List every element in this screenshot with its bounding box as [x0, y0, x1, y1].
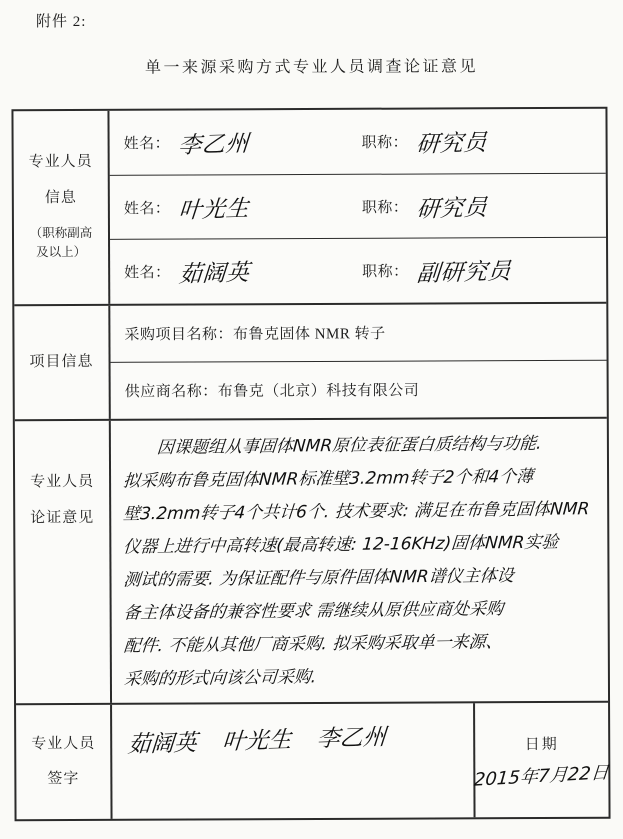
opinion-line: 壁3.2mm转子4个共计6个. 技术要求: 满足在布鲁克固体NMR	[122, 499, 591, 525]
title-field-1	[362, 125, 487, 159]
project-section-label	[14, 306, 110, 419]
title-signature-3: 副研究员	[415, 258, 512, 288]
opinion-line: 拟采购布鲁克固体NMR标准壁3.2mm转子2个和4个薄	[122, 466, 534, 492]
opinion-line: 仪器上进行中高转速(最高转速: 12-16KHz)固体NMR实验	[122, 532, 560, 558]
form-table	[11, 107, 610, 822]
title-label-1: 职称：	[361, 134, 409, 152]
personnel-section-label	[13, 111, 110, 304]
signatures-cell	[112, 703, 475, 819]
personnel-section-row	[13, 109, 606, 305]
title-signature-2: 研究员	[415, 194, 488, 223]
expert-signatures: 茹阔英 叶光生 李乙州	[126, 724, 387, 759]
name-signature-1: 李乙州	[176, 130, 250, 159]
name-label-3: 姓名：	[124, 265, 171, 282]
opinion-section-row	[15, 417, 608, 704]
supplier-name-value: 布鲁克（北京）科技有限公司	[217, 383, 420, 400]
name-field-3	[124, 255, 249, 289]
name-label-1: 姓名：	[123, 135, 171, 153]
personnel-note-line1: （职称副高	[29, 226, 93, 241]
project-rows	[110, 304, 606, 419]
opinion-label-line1: 专业人员	[30, 473, 95, 491]
supplier-name-line	[125, 379, 420, 401]
opinion-line: 因课题组从事固体NMR原位表征蛋白质结构与功能.	[156, 433, 543, 459]
page-title: 单一来源采购方式专业人员调查论证意见	[144, 58, 479, 77]
name-label-2: 姓名：	[123, 200, 171, 217]
project-section-row	[14, 302, 606, 420]
project-row-1	[110, 304, 606, 362]
name-field-2	[124, 190, 249, 224]
personnel-rows	[109, 109, 606, 304]
signature-section-row	[16, 701, 609, 820]
project-label: 项目信息	[29, 353, 94, 370]
opinion-handwritten-text	[111, 419, 608, 703]
project-name-value: 布鲁克固体 NMR 转子	[232, 326, 386, 343]
name-signature-2: 叶光生	[177, 195, 250, 224]
opinion-label-line2: 论证意见	[30, 509, 95, 526]
date-cell	[473, 703, 611, 818]
project-name-line	[124, 322, 385, 344]
personnel-row-2	[110, 172, 606, 239]
personnel-note-line2: 及以上）	[36, 244, 87, 260]
opinion-line: 采购的形式向该公司采购.	[123, 667, 318, 690]
personnel-row-1	[109, 109, 605, 175]
personnel-label-line1: 专业人员	[28, 154, 93, 171]
title-label-3: 职称：	[362, 264, 409, 281]
date-label: 日期	[524, 736, 559, 753]
title-label-2: 职称：	[361, 199, 409, 216]
opinion-section-label	[15, 421, 112, 703]
date-handwritten-value: 2015年7月22日	[473, 761, 611, 791]
title-field-3	[362, 254, 511, 288]
supplier-name-label: 供应商名称：	[124, 383, 218, 401]
project-row-2	[111, 360, 607, 419]
opinion-line: 测试的需要. 为保证配件与原件固体NMR谱仪主体设	[122, 566, 515, 591]
name-field-1	[124, 126, 249, 160]
title-field-2	[362, 189, 487, 223]
opinion-line: 备主体设备的兼容性要求 需继续从原供应商处采购	[122, 599, 504, 624]
title-signature-1: 研究员	[414, 129, 488, 158]
personnel-label-note	[30, 224, 93, 262]
name-signature-3: 茹阔英	[177, 260, 251, 289]
opinion-line: 配件. 不能从其他厂商采购. 拟采购采取单一来源、	[122, 632, 504, 657]
attachment-label: 附件 2:	[36, 14, 87, 30]
signature-section-label	[16, 705, 112, 819]
signature-label-line2: 签字	[47, 771, 80, 788]
personnel-row-3	[110, 237, 606, 304]
project-name-label: 采购项目名称：	[124, 326, 233, 344]
personnel-label-line2: 信息	[44, 189, 77, 206]
signature-label-line1: 专业人员	[31, 735, 96, 752]
